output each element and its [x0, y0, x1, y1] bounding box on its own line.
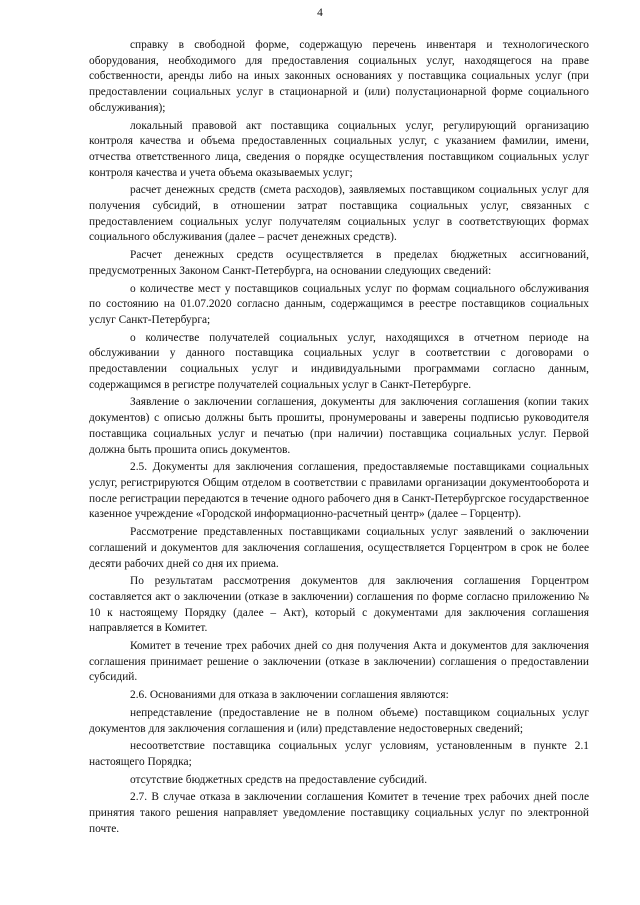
paragraph-recipients-count: о количестве получателей социальных услуг, находящихся в отчетном периоде на обслуживании у данного поставщика социальных услуг в соответствии с договорами о предоставлении социальных услуг и индивидуальными программами согласно данным, содержащимся в регистре получателей социальных услуг в Санкт-Петербурге.	[89, 331, 589, 391]
document-body	[89, 38, 589, 839]
page-number: 4	[317, 7, 323, 19]
paragraph-review-act: По результатам рассмотрения документов для заключения соглашения Горцентром составляется акт о заключении (отказе в заключении) соглашения по форме согласно приложению № 10 к настоящему Порядку (далее – Акт), который с документами для заключения соглашения направляется в Комитет.	[89, 575, 589, 635]
paragraph-places-count: о количестве мест у поставщиков социальных услуг по формам социального обслуживания по состоянию на 01.07.2020 согласно данным, содержащимся в реестре поставщиков социальных услуг Санкт-Петербурга;	[89, 282, 589, 326]
paragraph-cost-estimate: расчет денежных средств (смета расходов), заявляемых поставщиком социальных услуг для получения субсидий, в отношении затрат поставщика социальных услуг, связанных с предоставлением социальных услуг получателям социальных услуг в соответствующих формах социального обслуживания (далее – расчет денежных средств).	[89, 184, 589, 244]
paragraph-local-act: локальный правовой акт поставщика социальных услуг, регулирующий организацию контроля качества и объема предоставленных социальных услуг, с указанием фамилии, имени, отчества ответственного лица, сведения о порядке осуществления поставщиком социальных услуг контроля качества и учета объема оказываемых услуг;	[89, 119, 589, 179]
paragraph-calculation-basis: Расчет денежных средств осуществляется в пределах бюджетных ассигнований, предусмотренных Законом Санкт-Петербурга, на основании следующих сведений:	[89, 249, 589, 277]
paragraph-section-2-5: 2.5. Документы для заключения соглашения, предоставляемые поставщиками социальных услуг, регистрируются Общим отделом в соответствии с правилами организации документооборота и после регистрации передаются в течение одного рабочего дня в Санкт-Петербургское государственное казенное учреждение «Городской информационно-расчетный центр» (далее – Горцентр).	[89, 461, 589, 521]
paragraph-refusal-documents: непредставление (предоставление не в полном объеме) поставщиком социальных услуг документов для заключения соглашения и (или) представление недостоверных сведений;	[89, 706, 589, 735]
paragraph-section-2-7: 2.7. В случае отказа в заключении соглашения Комитет в течение трех рабочих дней после принятия такого решения направляет уведомление поставщику социальных услуг по электронной почте.	[89, 791, 589, 835]
paragraph-section-2-6: 2.6. Основаниями для отказа в заключении соглашения являются:	[130, 689, 449, 702]
paragraph-application-binding: Заявление о заключении соглашения, документы для заключения соглашения (копии таких документов) с описью должны быть прошиты, пронумерованы и заверены подписью руководителя поставщика социальных услуг и печатью (при наличии) поставщика социальных услуг. Первой должна быть прошита опись документов.	[89, 396, 589, 456]
paragraph-committee-decision: Комитет в течение трех рабочих дней со дня получения Акта и документов для заключения соглашения принимает решение о заключении (отказе в заключении) соглашения о предоставлении субсидий.	[89, 640, 589, 684]
paragraph-refusal-budget: отсутствие бюджетных средств на предоставление субсидий.	[130, 773, 428, 786]
paragraph-equipment-certificate: справку в свободной форме, содержащую перечень инвентаря и технологического оборудования, необходимого для предоставления социальных услуг, находящегося на праве собственности, аренды либо на иных законных основаниях у поставщика социальных услуг (при предоставлении социальных услуг в стационарной и (или) полустационарной форме социального обслуживания);	[89, 39, 589, 114]
paragraph-refusal-conditions: несоответствие поставщика социальных услуг условиям, установленным в пункте 2.1 настоящего Порядка;	[89, 740, 589, 768]
paragraph-review-period: Рассмотрение представленных поставщиками социальных услуг заявлений о заключении соглашений и документов для заключения соглашения, осуществляется Горцентром в срок не более десяти рабочих дней со дня их приема.	[89, 526, 589, 570]
